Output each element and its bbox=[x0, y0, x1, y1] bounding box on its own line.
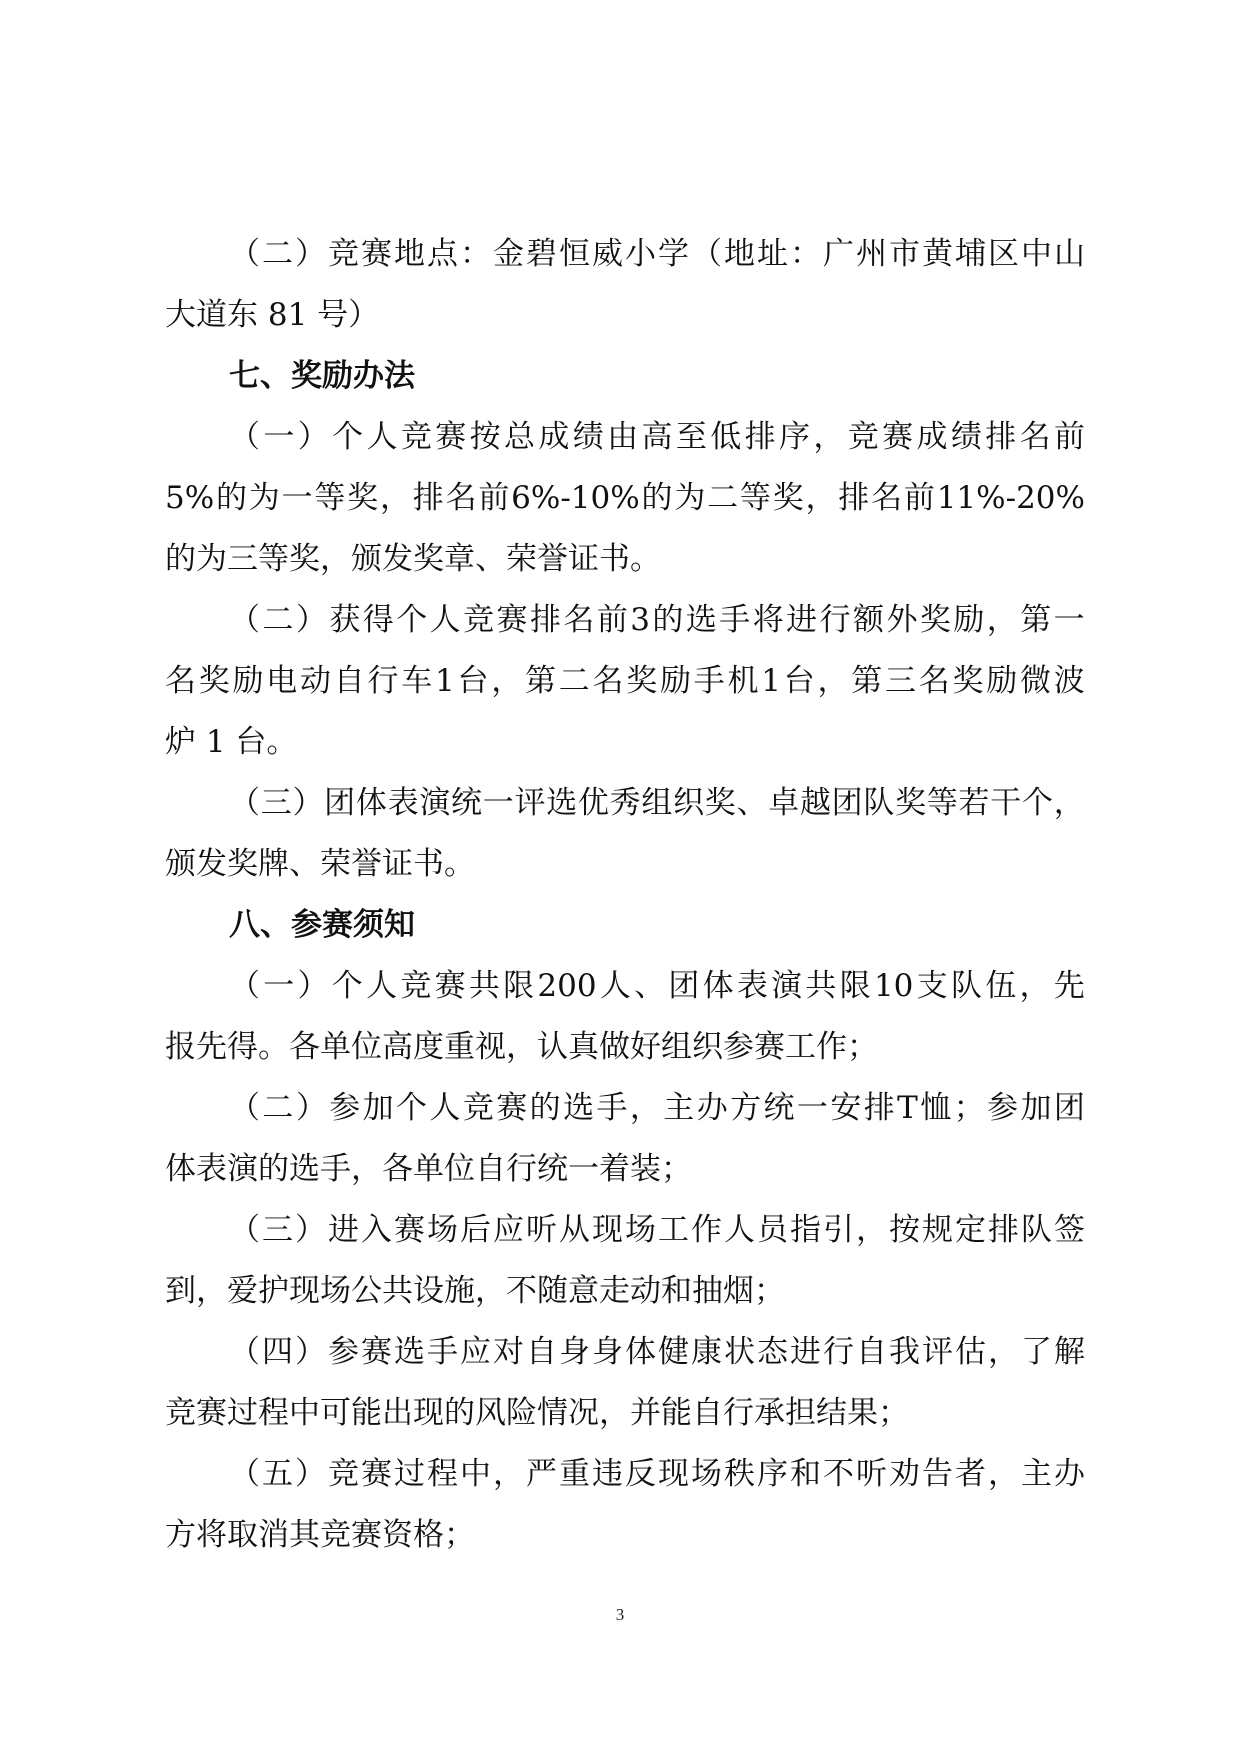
document-body bbox=[165, 224, 1085, 1566]
text-line: 的为三等奖，颁发奖章、荣誉证书。 bbox=[165, 541, 661, 577]
text-line: （ 三 ） 团 体 表 演 统 一 评 选 优 秀 组 织 奖 、 卓 越 团 队 奖 等 若 干 个 ， bbox=[229, 785, 1085, 821]
text-line: 颁发奖牌、荣誉证书。 bbox=[165, 846, 475, 882]
text-line: 报先得。各单位高度重视，认真做好组织参赛工作； bbox=[165, 1029, 878, 1065]
text-line: 竞赛过程中可能出现的风险情况，并能自行承担结果； bbox=[165, 1395, 909, 1431]
text-line: 5% 的 为 一 等 奖 ， 排 名 前 6%-10% 的 为 二 等 奖 ， 排 名 前 11%-20% bbox=[165, 480, 1085, 516]
section-heading: 七、奖励办法 bbox=[229, 358, 415, 394]
text-line: （ 二 ） 参 加 个 人 竞 赛 的 选 手 ， 主 办 方 统 一 安 排 T 恤 ； 参 加 团 bbox=[229, 1090, 1085, 1126]
page-number: 3 bbox=[615, 1605, 625, 1624]
text-line: 名 奖 励 电 动 自 行 车 1 台 ， 第 二 名 奖 励 手 机 1 台 ， 第 三 名 奖 励 微 波 bbox=[165, 663, 1085, 699]
text-line: （ 四 ） 参 赛 选 手 应 对 自 身 身 体 健 康 状 态 进 行 自 我 评 估 ， 了 解 bbox=[229, 1334, 1085, 1370]
text-line: （ 一 ） 个 人 竞 赛 共 限 200 人 、 团 体 表 演 共 限 10 支 队 伍 ， 先 bbox=[229, 968, 1085, 1004]
text-line: （ 二 ） 获 得 个 人 竞 赛 排 名 前 3 的 选 手 将 进 行 额 外 奖 励 ， 第 一 bbox=[229, 602, 1085, 638]
text-line: 方将取消其竞赛资格； bbox=[165, 1517, 475, 1553]
section-heading: 八、参赛须知 bbox=[229, 907, 415, 943]
text-line: （ 一 ） 个 人 竞 赛 按 总 成 绩 由 高 至 低 排 序 ， 竞 赛 成 绩 排 名 前 bbox=[229, 419, 1085, 455]
text-line: （ 二 ） 竞 赛 地 点 ： 金 碧 恒 威 小 学 （ 地 址 ： 广 州 市 黄 埔 区 中 山 bbox=[229, 236, 1085, 272]
text-line: 大道东 81 号） bbox=[165, 297, 380, 333]
text-line: 炉 1 台。 bbox=[165, 724, 298, 760]
text-line: 体表演的选手，各单位自行统一着装； bbox=[165, 1151, 692, 1187]
text-line: 到，爱护现场公共设施，不随意走动和抽烟； bbox=[165, 1273, 785, 1309]
text-line: （ 五 ） 竞 赛 过 程 中 ， 严 重 违 反 现 场 秩 序 和 不 听 劝 告 者 ， 主 办 bbox=[229, 1456, 1085, 1492]
text-line: （ 三 ） 进 入 赛 场 后 应 听 从 现 场 工 作 人 员 指 引 ， 按 规 定 排 队 签 bbox=[229, 1212, 1085, 1248]
